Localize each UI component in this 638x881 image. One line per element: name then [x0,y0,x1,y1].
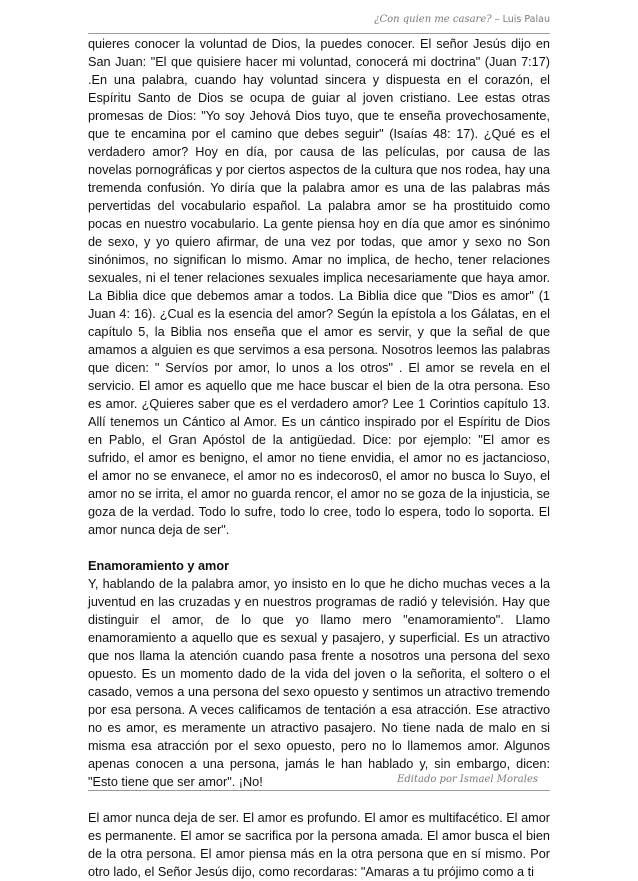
book-author: Luis Palau [502,14,550,25]
paragraph-2: Y, hablando de la palabra amor, yo insisto en lo que he dicho muchas veces a la juventud en las cruzadas y en nuestros programas de radió y televisión. Hay que distinguir el amor, de lo que yo llamo mero "enamoramiento". Llamo enamoramiento a aquello que es sexual y pasajero, y superficial. Es un atractivo que nos llama la atención cuando pasa frente a nosotros una persona del sexo opuesto. Es un momento dado de la vida del joven o la señorita, el soltero o el casado, vemos a una persona del sexo opuesto y sentimos un atractivo tremendo por esa persona. A veces calificamos de tentación a esa atracción. Ese atractivo no es amor, es meramente un atractivo pasajero. No tiene nada de malo en si misma esa atracción por el sexo opuesto, pero no lo llamemos amor. Algunos apenas conocen a una persona, jamás le han hablado y, sin embargo, dicen: "Esto tiene que ser amor". ¡No! [88,577,550,789]
footer-rule [88,790,550,791]
paragraph-1: quieres conocer la voluntad de Dios, la puedes conocer. El señor Jesús dijo en San Juan: "El que quisiere hacer mi voluntad, conocerá mi doctrina" (Juan 7:17) .En una palabra, cuando hay voluntad sincera y dispuesta en el corazón, el Espíritu Santo de Dios se ocupa de guiar al joven cristiano. Lee estas otras promesas de Dios: "Yo soy Jehová Dios tuyo, que te enseña provechosamente, que te encamina por el camino que debes seguir" (Isaías 48: 17). ¿Qué es el verdadero amor? Hoy en día, por causa de las películas, por causa de las novelas pornográficas y por ciertos aspectos de la cultura que nos rodea, hay una tremenda confusión. Yo diría que la palabra amor es una de las palabras más pervertidas del vocabulario español. La palabra amor se ha prostituido como pocas en nuestro vocabulario. La gente piensa hoy en día que amor es sinónimo de sexo, y yo quiero afirmar, de una vez por todas, que amor y sexo no Son sinónimos, no significan lo mismo. Amar no implica, de hecho, tener relaciones sexuales, ni el tener relaciones sexuales implica necesariamente que haya amor. La Biblia dice que debemos amar a todos. La Biblia dice que "Dios es amor" (1 Juan 4: 16). ¿Cual es la esencia del amor? Según la epístola a los Gálatas, en el capítulo 5, la Biblia nos enseña que el amor es servir, y que la señal de que amamos a alguien es que servimos a esa persona. Nosotros leemos las palabras que dicen: " Servíos por amor, lo unos a los otros" . El amor se revela en el servicio. El amor es aquello que me hace buscar el bien de la otra persona. Eso es amor. ¿Quieres saber que es el verdadero amor? Lee 1 Corintios capítulo 13. Allí tenemos un Cántico al Amor. Es un cántico inspirado por el Espíritu de Dios en Pablo, el Gran Apóstol de la antigüedad. Dice: por ejemplo: "El amor es sufrido, el amor es benigno, el amor no tiene envidia, el amor no es jactancioso, el amor no se envanece, el amor no es indecoros0, el amor no busca lo Suyo, el amor no se irrita, el amor no guarda rencor, el amor no se goza de la injusticia, se goza de la verdad. Todo lo sufre, todo lo cree, todo lo espera, todo lo soporta. El amor nunca deja de ser". [88,37,550,537]
paragraph-gap [88,539,550,557]
page-footer: Editado por Ismael Morales [397,774,538,785]
header-separator: – [494,14,500,25]
running-header [88,14,550,25]
book-title: ¿Con quien me casare? [374,14,492,25]
body-text [88,35,550,881]
header-rule [88,33,550,34]
paragraph-gap [88,791,550,809]
section-heading: Enamoramiento y amor [88,559,230,573]
paragraph-3: El amor nunca deja de ser. El amor es profundo. El amor es multifacético. El amor es permanente. El amor se sacrifica por la persona amada. El amor busca el bien de la otra persona. El amor piensa más en la otra persona que en sí mismo. Por otro lado, el Señor Jesús dijo, como recordaras: "Amaras a tu prójimo como a ti [88,811,550,879]
